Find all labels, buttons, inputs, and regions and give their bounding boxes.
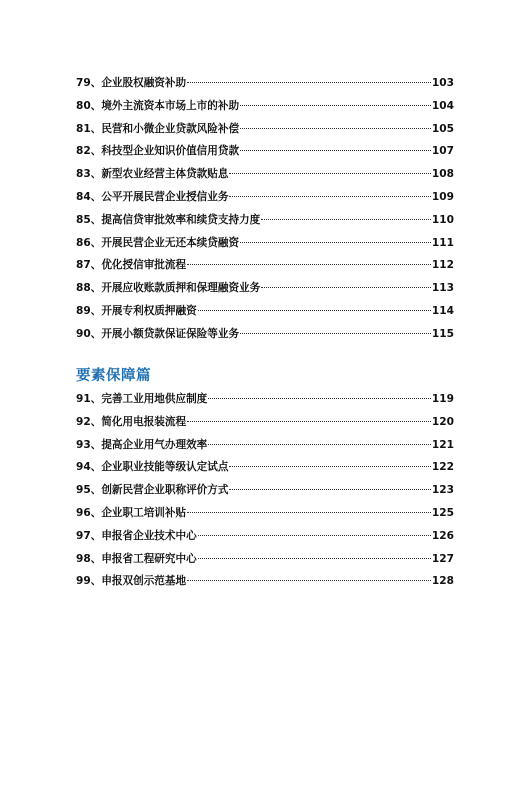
toc-dot-leader	[240, 105, 431, 106]
toc-entry-page: 111	[431, 236, 454, 249]
toc-entry-page: 128	[431, 575, 454, 588]
toc-dot-leader	[208, 398, 431, 399]
toc-entry[interactable]	[76, 456, 454, 479]
toc-entry-title: 93、提高企业用气办理效率	[76, 438, 208, 451]
toc-list-financing	[76, 72, 454, 346]
toc-dot-leader	[187, 580, 431, 581]
toc-dot-leader	[187, 512, 431, 513]
section-heading: 要素保障篇	[76, 368, 151, 384]
toc-entry[interactable]	[76, 479, 454, 502]
toc-entry[interactable]	[76, 118, 454, 141]
toc-entry-title: 80、境外主流资本市场上市的补助	[76, 99, 240, 112]
toc-entry[interactable]	[76, 388, 454, 411]
toc-entry[interactable]	[76, 140, 454, 163]
toc-entry-page: 119	[431, 393, 454, 405]
toc-dot-leader	[187, 82, 431, 83]
toc-dot-leader	[261, 219, 431, 220]
toc-entry[interactable]	[76, 502, 454, 525]
toc-dot-leader	[187, 421, 431, 422]
toc-entry-page: 120	[431, 415, 454, 428]
toc-entry-title: 84、公平开展民营企业授信业务	[76, 190, 229, 203]
toc-entry-title: 88、开展应收账款质押和保理融资业务	[76, 282, 261, 295]
toc-entry-title: 97、申报省企业技术中心	[76, 529, 197, 542]
toc-entry[interactable]	[76, 254, 454, 277]
toc-entry[interactable]	[76, 570, 454, 593]
toc-entry-page: 109	[431, 190, 454, 203]
toc-entry-title: 82、科技型企业知识价值信用贷款	[76, 145, 240, 158]
toc-entry-title: 89、开展专利权质押融资	[76, 304, 197, 317]
toc-entry[interactable]	[76, 525, 454, 548]
toc-dot-leader	[229, 173, 430, 174]
toc-entry-page: 123	[431, 484, 454, 497]
toc-entry-title: 86、开展民营企业无还本续贷融资	[76, 236, 240, 249]
toc-entry-page: 105	[431, 122, 454, 135]
toc-entry-page: 104	[431, 99, 454, 112]
toc-entry-title: 91、完善工业用地供应制度	[76, 393, 208, 405]
toc-dot-leader	[240, 242, 431, 243]
toc-dot-leader	[261, 287, 431, 288]
toc-entry[interactable]	[76, 411, 454, 434]
toc-dot-leader	[187, 264, 431, 265]
toc-entry-page: 112	[431, 259, 454, 272]
toc-entry[interactable]	[76, 434, 454, 457]
toc-dot-leader	[198, 535, 431, 536]
toc-entry[interactable]	[76, 548, 454, 571]
toc-entry[interactable]	[76, 277, 454, 300]
toc-entry-page: 127	[431, 552, 454, 565]
toc-entry-title: 98、申报省工程研究中心	[76, 552, 197, 565]
toc-dot-leader	[240, 128, 431, 129]
toc-entry[interactable]	[76, 72, 454, 95]
toc-entry[interactable]	[76, 186, 454, 209]
toc-entry-page: 126	[431, 529, 454, 542]
toc-entry-title: 85、提高信贷审批效率和续贷支持力度	[76, 213, 261, 226]
toc-entry[interactable]	[76, 232, 454, 255]
toc-entry-page: 122	[431, 461, 454, 474]
toc-entry[interactable]	[76, 323, 454, 346]
toc-dot-leader	[198, 310, 431, 311]
toc-dot-leader	[229, 466, 430, 467]
toc-dot-leader	[240, 333, 431, 334]
toc-entry-title: 79、企业股权融资补助	[76, 77, 187, 89]
toc-entry-title: 94、企业职业技能等级认定试点	[76, 461, 229, 474]
toc-entry-page: 115	[431, 327, 454, 340]
toc-entry-title: 90、开展小额贷款保证保险等业务	[76, 327, 240, 340]
toc-entry-page: 125	[431, 506, 454, 519]
toc-dot-leader	[229, 489, 430, 490]
toc-entry-page: 114	[431, 304, 454, 317]
toc-entry-title: 92、简化用电报装流程	[76, 415, 187, 428]
toc-entry[interactable]	[76, 300, 454, 323]
toc-entry[interactable]	[76, 209, 454, 232]
toc-entry-title: 96、企业职工培训补贴	[76, 506, 187, 519]
toc-entry-page: 110	[431, 213, 454, 226]
toc-dot-leader	[208, 444, 431, 445]
toc-entry-title: 95、创新民营企业职称评价方式	[76, 484, 229, 497]
toc-entry[interactable]	[76, 163, 454, 186]
toc-dot-leader	[240, 150, 431, 151]
toc-entry-title: 83、新型农业经营主体贷款贴息	[76, 168, 229, 181]
toc-entry-page: 103	[431, 77, 454, 89]
toc-entry-title: 87、优化授信审批流程	[76, 259, 187, 272]
toc-entry[interactable]	[76, 95, 454, 118]
toc-entry-page: 107	[431, 145, 454, 158]
toc-entry-page: 113	[431, 282, 454, 295]
toc-dot-leader	[198, 558, 431, 559]
toc-entry-title: 81、民营和小微企业贷款风险补偿	[76, 122, 240, 135]
toc-dot-leader	[229, 196, 430, 197]
toc-entry-page: 121	[431, 438, 454, 451]
toc-entry-page: 108	[431, 168, 454, 181]
toc-list-factor-guarantee	[76, 388, 454, 593]
toc-entry-title: 99、申报双创示范基地	[76, 575, 187, 588]
